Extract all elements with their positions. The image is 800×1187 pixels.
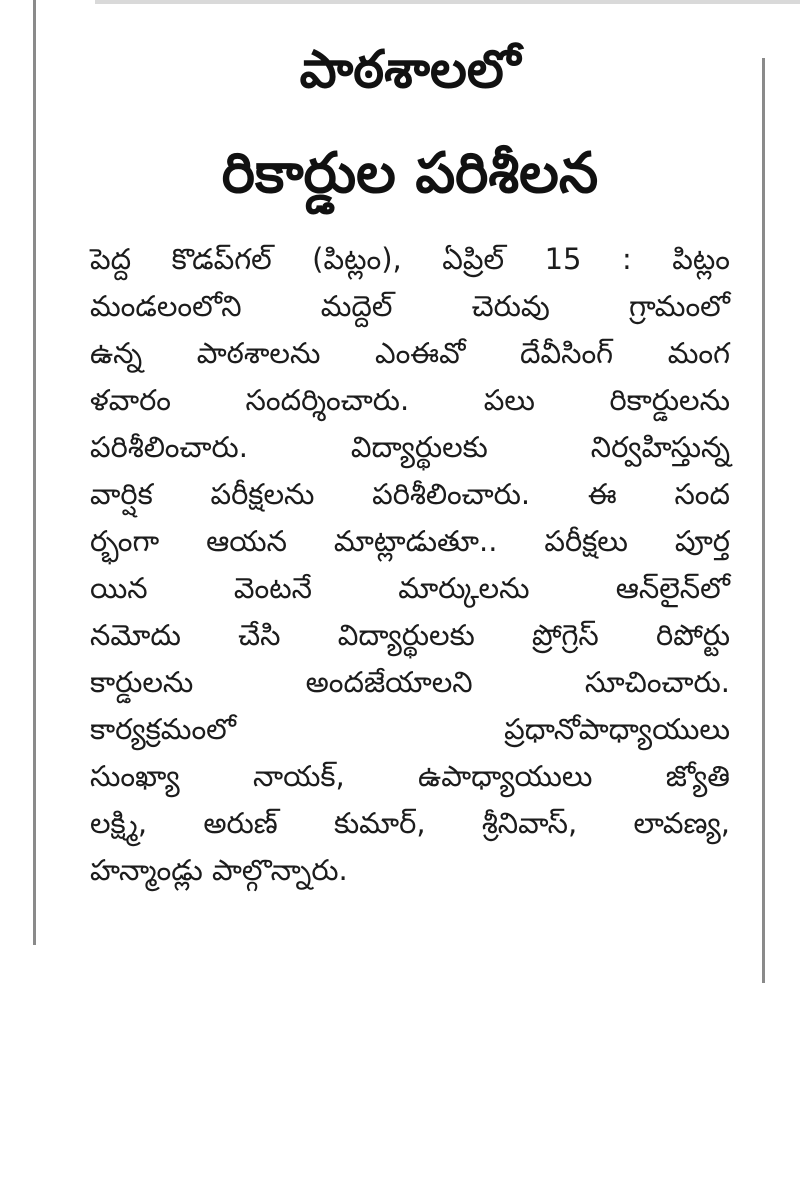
- headline-line-1: పాఠశాలలో: [299, 40, 521, 100]
- right-column-rule: [762, 58, 765, 983]
- body-line: నమోదు చేసి విద్యార్థులకు ప్రోగ్రెస్ రిపోర్టు: [90, 618, 730, 652]
- body-line: వార్షిక పరీక్షలను పరిశీలించారు. ఈ సంద: [90, 477, 730, 511]
- body-line: పెద్ద కొడప్‌గల్ (పిట్లం), ఏప్రిల్ 15 : పిట్లం: [90, 242, 730, 276]
- body-line: కార్డులను అందజేయాలని సూచించారు.: [90, 665, 730, 699]
- headline-line-2: రికార్డుల పరిశీలన: [221, 141, 599, 206]
- news-clipping: [90, 28, 730, 894]
- body-line: హన్మాండ్లు పాల్గొన్నారు.: [90, 853, 348, 887]
- body-line: ఉన్న పాఠశాలను ఎంఈవో దేవీసింగ్ మంగ: [90, 336, 730, 370]
- body-line: సుంఖ్యా నాయక్, ఉపాధ్యాయులు జ్యోతి: [90, 759, 730, 793]
- body-line: మండలంలోని మద్దెల్ చెరువు గ్రామంలో: [90, 289, 730, 323]
- body-line: ర్భంగా ఆయన మాట్లాడుతూ.. పరీక్షలు పూర్త: [90, 524, 730, 558]
- body-line: ళవారం సందర్శించారు. పలు రికార్డులను: [90, 383, 730, 417]
- top-column-rule: [95, 0, 800, 4]
- body-line: లక్ష్మి, అరుణ్ కుమార్, శ్రీనివాస్, లావణ్య,: [90, 806, 730, 840]
- left-column-rule: [33, 0, 36, 945]
- body-line: పరిశీలించారు. విద్యార్థులకు నిర్వహిస్తున్న: [90, 430, 730, 464]
- body-line: కార్యక్రమంలో ప్రధానోపాధ్యాయులు: [90, 712, 730, 746]
- article-body: [90, 236, 730, 894]
- body-line: యిన వెంటనే మార్కులను ఆన్‌లైన్‌లో: [90, 571, 730, 605]
